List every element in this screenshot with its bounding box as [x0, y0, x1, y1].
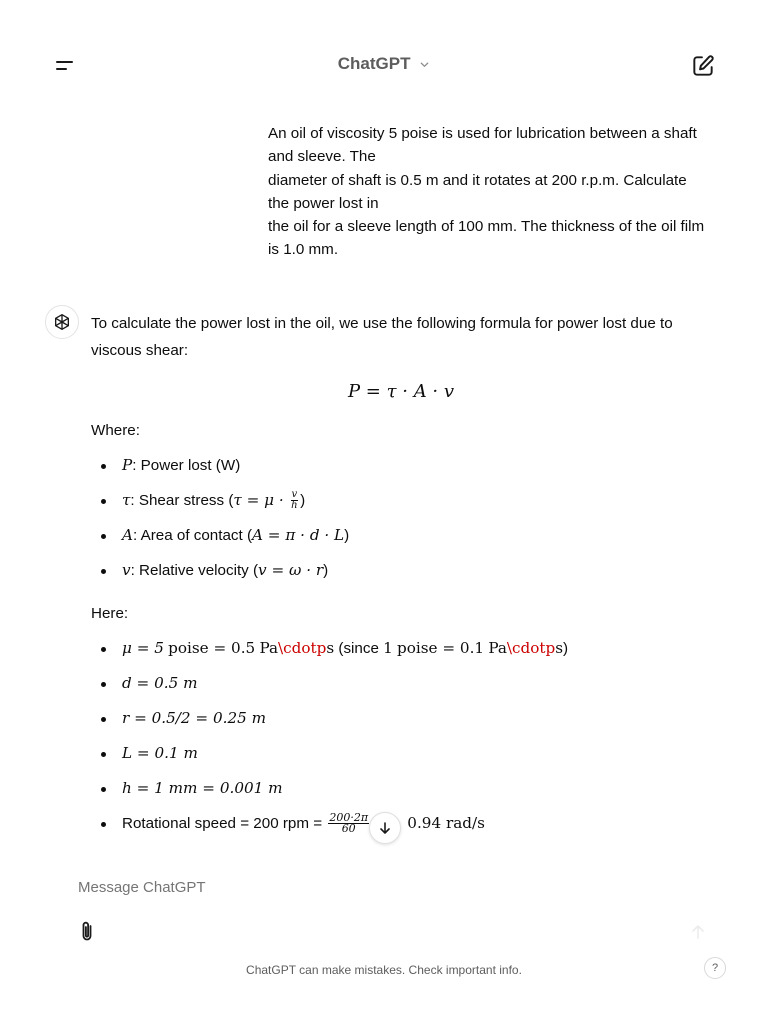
answer-intro: To calculate the power lost in the oil, we use the following formula for power lost due to viscous shear: — [91, 315, 673, 359]
paperclip-icon[interactable] — [76, 920, 98, 944]
arrow-up-icon[interactable] — [688, 922, 708, 942]
composer — [0, 855, 768, 955]
user-message-line: the oil for a sleeve length of 100 mm. The thickness of the oil film is 1.0 mm. — [268, 218, 705, 259]
power-formula: P = τ · A · v — [347, 381, 455, 402]
list-item: Rotational speed = 200 rpm = $\frac{200\cdot 2\pi}{60}$ 0.94 rad/s — [91, 806, 711, 841]
help-button[interactable]: ? — [704, 957, 726, 979]
definitions-list — [91, 448, 711, 588]
user-message-line: diameter of shaft is 0.5 m and it rotates at 200 r.p.m. Calculate the power lost in — [268, 171, 687, 212]
list-item: τ: Shear stress (τ = μ · $\frac{v}{h}$ ) — [91, 483, 711, 518]
list-item: h = 1 mm = 0.001 m — [91, 771, 711, 806]
list-item: P: Power lost (W) — [91, 448, 711, 483]
list-item: A: Area of contact (A = π · d · L) — [91, 518, 711, 553]
message-input[interactable] — [78, 879, 638, 896]
scroll-to-bottom-button[interactable] — [369, 812, 401, 844]
arrow-down-icon — [378, 821, 392, 835]
list-item: r = 0.5/2 = 0.25 m — [91, 701, 711, 736]
new-chat-edit-icon[interactable] — [690, 53, 716, 79]
here-label: Here: — [91, 605, 129, 622]
openai-logo-icon — [45, 305, 79, 339]
user-message — [268, 122, 708, 262]
model-selector[interactable] — [338, 54, 430, 75]
top-bar — [0, 0, 768, 130]
sidebar-menu-icon[interactable] — [52, 54, 80, 78]
list-item: L = 0.1 m — [91, 736, 711, 771]
list-item: v: Relative velocity (v = ω · r) — [91, 553, 711, 588]
user-message-line: An oil of viscosity 5 poise is used for lubrication between a shaft and sleeve. The — [268, 125, 697, 166]
disclaimer: ChatGPT can make mistakes. Check important info. — [246, 963, 522, 977]
assistant-message — [91, 310, 711, 841]
list-item: μ = 5 poise = 0.5 Pa\cdotps (since 1 poise = 0.1 Pa\cdotps) — [91, 631, 711, 666]
app-title: ChatGPT — [337, 54, 411, 73]
list-item: d = 0.5 m — [91, 666, 711, 701]
chevron-down-icon — [419, 55, 430, 75]
given-values-list — [91, 631, 711, 841]
where-label: Where: — [91, 422, 140, 439]
